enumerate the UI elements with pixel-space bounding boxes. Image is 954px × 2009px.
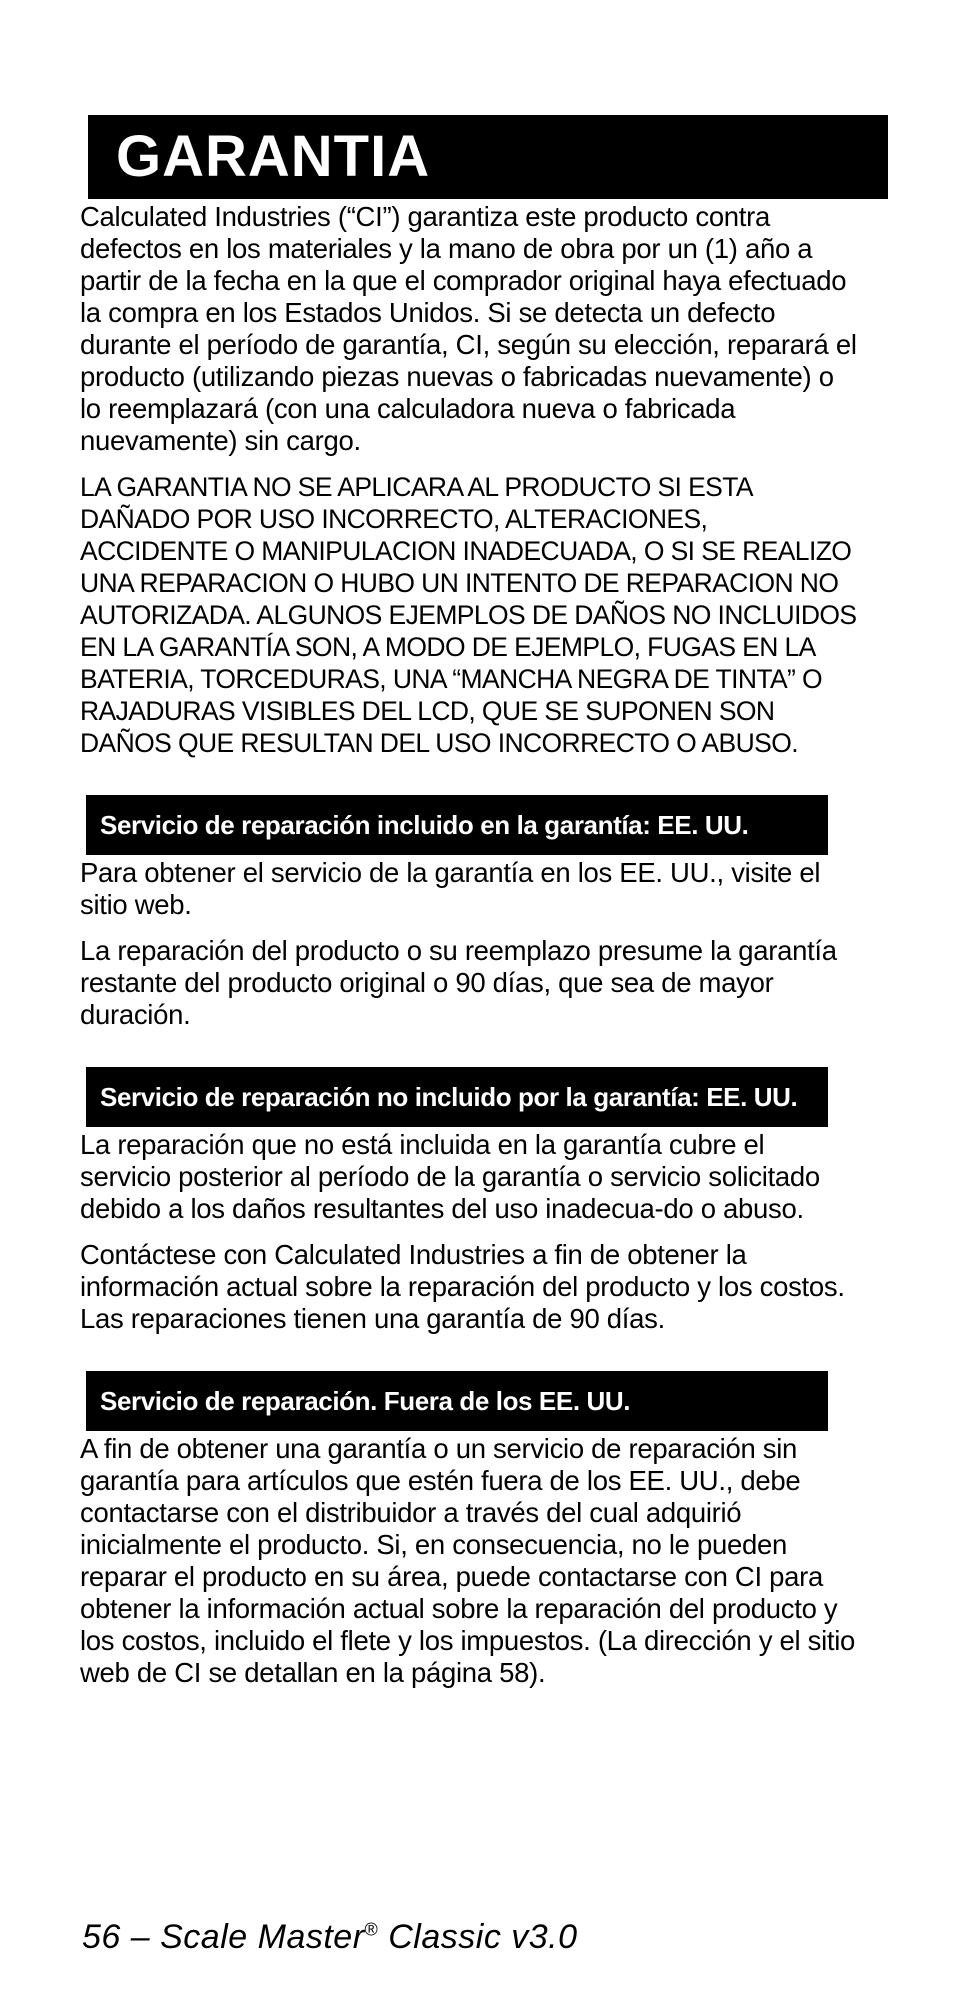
- footer-page-suffix: Classic v3.0: [378, 1918, 578, 1956]
- page-footer: [82, 1918, 578, 1957]
- section-heading-outside-us: Servicio de reparación. Fuera de los EE. UU.: [86, 1371, 828, 1431]
- section-heading-us-warranty: Servicio de reparación incluido en la garantía: EE. UU.: [86, 795, 828, 855]
- exclusions-paragraph: LA GARANTIA NO SE APLICARA AL PRODUCTO SI ESTA DAÑADO POR USO INCORRECTO, ALTERACIONES, ACCIDENTE O MANIPULACION INADECUADA, O SI SE REALIZO UNA REPARACION O HUBO UN INTENTO DE REPARACION NO AUTORIZADA. ALGUNOS EJEMPLOS DE DAÑOS NO INCLUIDOS EN LA GARANTÍA SON, A MODO DE EJEMPLO, FUGAS EN LA BATERIA, TORCEDURAS, UNA “MANCHA NEGRA DE TINTA” O RAJADURAS VISIBLES DEL LCD, QUE SE SUPONEN SON DAÑOS QUE RESULTAN DEL USO INCORRECTO O ABUSO.: [80, 472, 857, 758]
- section-paragraph: Para obtener el servicio de la garantía en los EE. UU., visite el sitio web.: [80, 857, 821, 920]
- footer-page-prefix: 56 – Scale Master: [82, 1918, 365, 1956]
- warranty-page: [80, 115, 860, 1703]
- section-paragraph: Contáctese con Calculated Industries a fin de obtener la información actual sobre la reparación del producto y los costos. Las reparaciones tienen una garantía de 90 días.: [80, 1239, 845, 1334]
- intro-paragraph: Calculated Industries (“CI”) garantiza este producto contra defectos en los materiales y la mano de obra por un (1) año a partir de la fecha en la que el comprador original haya efectuado la compra en los Estados Unidos. Si se detecta un defecto durante el período de garantía, CI, según su elección, reparará el producto (utilizando piezas nuevas o fabricadas nuevamente) o lo reemplazará (con una calculadora nueva o fabricada nuevamente) sin cargo.: [80, 201, 857, 456]
- section-paragraph: La reparación del producto o su reemplazo presume la garantía restante del producto original o 90 días, que sea de mayor duración.: [80, 935, 837, 1030]
- section-paragraph: A fin de obtener una garantía o un servicio de reparación sin garantía para artículos que estén fuera de los EE. UU., debe contactarse con el distribuidor a través del cual adquirió inicialmente el producto. Si, en consecuencia, no le pueden reparar el producto en su área, puede contactarse con CI para obtener la información actual sobre la reparación del producto y los costos, incluido el flete y los impuestos. (La dirección y el sitio web de CI se detallan en la página 58).: [80, 1433, 856, 1688]
- section-paragraph: La reparación que no está incluida en la garantía cubre el servicio posterior al período de la garantía o servicio solicitado debido a los daños resultantes del uso inadecua-do o abuso.: [80, 1129, 820, 1224]
- section-heading-us-non-warranty: Servicio de reparación no incluido por la garantía: EE. UU.: [86, 1067, 828, 1127]
- registered-mark: ®: [364, 1919, 379, 1940]
- page-title: GARANTIA: [88, 115, 888, 199]
